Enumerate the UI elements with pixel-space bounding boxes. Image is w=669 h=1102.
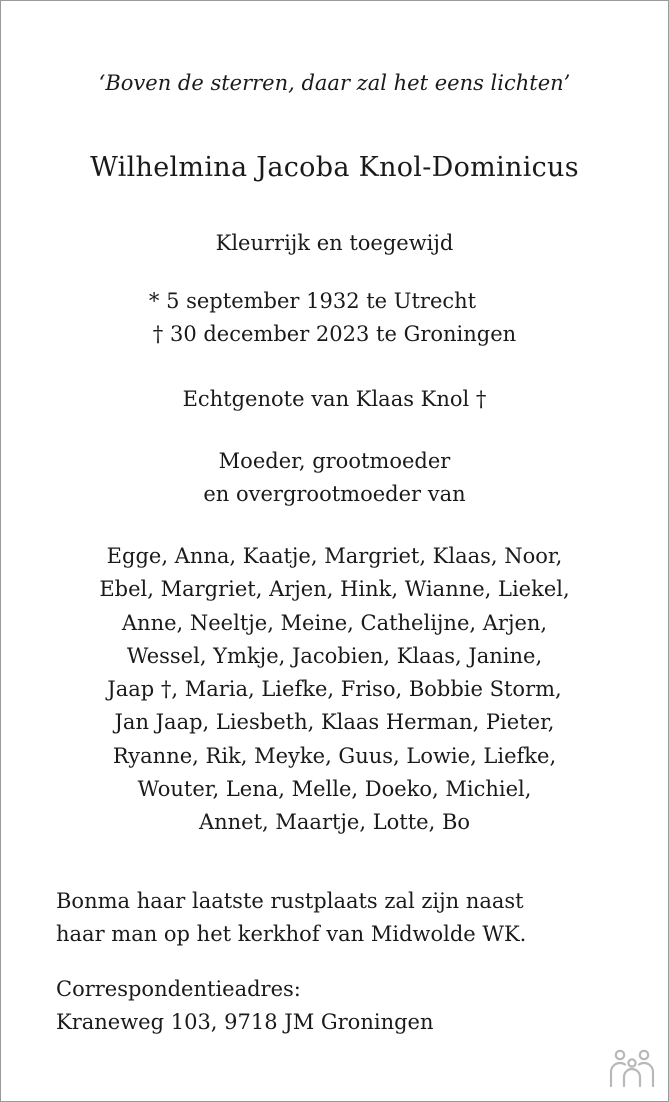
- names-line: Anne, Neeltje, Meine, Cathelijne, Arjen,: [121, 610, 548, 635]
- names-line: Annet, Maartje, Lotte, Bo: [198, 810, 471, 835]
- names-line: Wouter, Lena, Melle, Doeko, Michiel,: [137, 777, 532, 802]
- family-people-icon: [606, 1046, 658, 1090]
- opening-quote: ‘Boven de sterren, daar zal het eens lichten’: [98, 71, 571, 95]
- names-line: Ebel, Margriet, Arjen, Hink, Wianne, Liekel,: [99, 577, 570, 602]
- names-line: Egge, Anna, Kaatje, Margriet, Klaas, Noor,: [106, 544, 563, 568]
- correspondence-address: [56, 973, 656, 1039]
- names-line: Ryanne, Rik, Meyke, Guus, Lowie, Liefke,: [112, 743, 557, 768]
- names-line: Jaap †, Maria, Liefke, Friso, Bobbie Storm,: [107, 677, 562, 702]
- death-date: † 30 december 2023 te Groningen: [152, 322, 517, 346]
- names-line: Wessel, Ymkje, Jacobien, Klaas, Janine,: [126, 643, 543, 668]
- names-line: Jan Jaap, Liesbeth, Klaas Herman, Pieter,: [114, 710, 555, 735]
- birth-date: * 5 september 1932 te Utrecht: [148, 289, 477, 313]
- subtitle: Kleurrijk en toegewijd: [215, 231, 454, 255]
- deceased-name: Wilhelmina Jacoba Knol-Dominicus: [90, 152, 579, 183]
- descendant-names: [0, 540, 669, 840]
- resting-place-line-1: Bonma haar laatste rustplaats zal zijn naast: [56, 889, 524, 913]
- spouse-line: Echtgenote van Klaas Knol †: [182, 387, 487, 411]
- life-dates: [0, 285, 669, 351]
- family-role: [0, 445, 669, 511]
- address-value: Kraneweg 103, 9718 JM Groningen: [56, 1010, 434, 1034]
- address-label: Correspondentieadres:: [56, 977, 301, 1001]
- family-role-line-2: en overgrootmoeder van: [203, 482, 466, 506]
- family-role-line-1: Moeder, grootmoeder: [218, 449, 451, 473]
- resting-place-line-2: haar man op het kerkhof van Midwolde WK.: [56, 922, 527, 946]
- resting-place-note: [56, 885, 656, 951]
